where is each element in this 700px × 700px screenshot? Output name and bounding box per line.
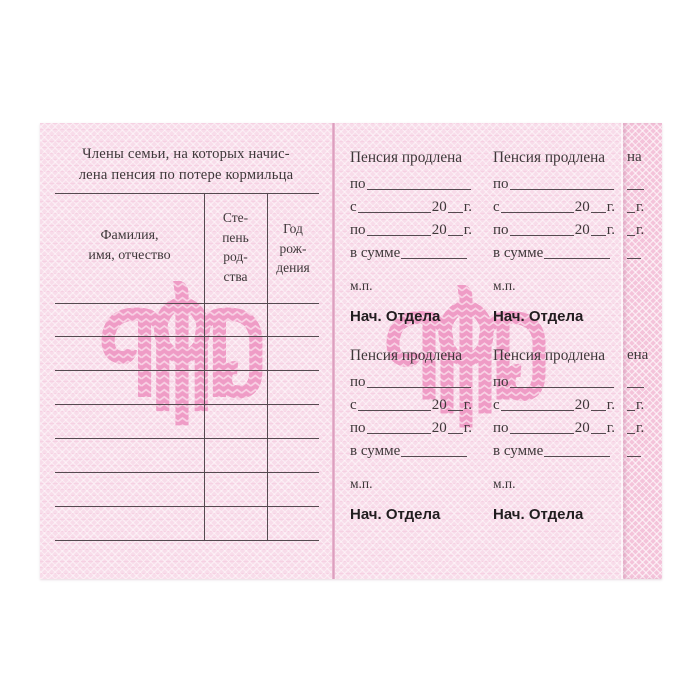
empty-table-row (55, 337, 319, 371)
heading-line-2: лена пенсия по потере кормильца (78, 166, 294, 183)
field-sum: в сумме (350, 239, 472, 262)
field-to-date: по 20 г. (350, 420, 472, 436)
field-sum: в сумме (493, 239, 615, 262)
edge-fragment-group: ена г. г. (627, 346, 658, 460)
blank-line (627, 212, 635, 213)
empty-table-row (55, 405, 319, 439)
empty-table-row (55, 371, 319, 405)
department-head-label: Нач. Отдела (350, 506, 441, 523)
empty-table-row (55, 473, 319, 507)
blank-line (358, 410, 431, 411)
pension-extension-block (493, 346, 615, 526)
blank-line (544, 456, 610, 457)
seal-placeholder: м.п. (350, 476, 373, 491)
blank-line (501, 212, 574, 213)
blank-line (627, 189, 644, 190)
field-to-date: по 20 г. (493, 420, 615, 436)
blank-line (627, 387, 644, 388)
blank-line (358, 212, 431, 213)
field-extended-until: по (493, 368, 615, 391)
block-title: Пенсия продлена (350, 149, 463, 166)
field-to-date: по 20 г. (493, 222, 615, 238)
blank-line (510, 433, 574, 434)
department-head-label: Нач. Отдела (493, 308, 584, 325)
left-page (40, 123, 332, 579)
department-head-label: Нач. Отдела (493, 506, 584, 523)
right-page (335, 123, 623, 579)
pension-extension-block (493, 148, 615, 328)
field-extended-until: по (350, 170, 472, 193)
blank-line (367, 387, 471, 388)
blank-line (510, 189, 614, 190)
blank-line (627, 456, 641, 457)
blank-line (627, 433, 635, 434)
blank-line (627, 410, 635, 411)
field-from-date: с 20 г. (350, 397, 472, 413)
table-body (55, 303, 319, 541)
empty-table-row (55, 439, 319, 473)
blank-line (627, 258, 641, 259)
seal-placeholder: м.п. (350, 278, 373, 293)
blank-line (367, 433, 431, 434)
blank-line (627, 235, 635, 236)
empty-table-row (55, 303, 319, 337)
field-from-date: с 20 г. (350, 199, 472, 215)
field-extended-until: по (493, 170, 615, 193)
column-header-birth-year: Год рож- дения (276, 221, 310, 275)
blank-line (544, 258, 610, 259)
blank-line (591, 410, 606, 411)
blank-line (448, 410, 463, 411)
field-from-date: с 20 г. (493, 199, 615, 215)
heading-line-1: Члены семьи, на которых начис- (82, 146, 290, 162)
underlying-page-edge (623, 123, 662, 579)
blank-line (401, 258, 467, 259)
pension-booklet (40, 123, 662, 579)
field-sum: в сумме (493, 437, 615, 460)
edge-fragment-group: на г. г. (627, 148, 658, 262)
pension-extension-block (350, 346, 472, 526)
column-header-kinship: Сте- пень род- ства (222, 210, 249, 284)
blank-line (591, 433, 606, 434)
blank-line (591, 212, 606, 213)
seal-placeholder: м.п. (493, 278, 516, 293)
blank-line (367, 189, 471, 190)
blank-line (448, 212, 463, 213)
blank-line (401, 456, 467, 457)
seal-placeholder: м.п. (493, 476, 516, 491)
blank-line (448, 433, 463, 434)
field-extended-until: по (350, 368, 472, 391)
blank-line (367, 235, 431, 236)
block-title: Пенсия продлена (493, 149, 606, 166)
family-members-table (55, 193, 319, 540)
blank-line (510, 235, 574, 236)
left-page-heading (40, 144, 332, 185)
pension-extension-block (350, 148, 472, 328)
fragment-text: ена (627, 347, 649, 363)
field-sum: в сумме (350, 437, 472, 460)
department-head-label: Нач. Отдела (350, 308, 441, 325)
fragment-text: на (627, 149, 642, 165)
blank-line (501, 410, 574, 411)
block-title: Пенсия продлена (493, 347, 606, 364)
empty-table-row (55, 507, 319, 541)
field-from-date: с 20 г. (493, 397, 615, 413)
field-to-date: по 20 г. (350, 222, 472, 238)
blank-line (510, 387, 614, 388)
blank-line (448, 235, 463, 236)
column-header-name: Фамилия, имя, отчество (88, 228, 171, 263)
block-title: Пенсия продлена (350, 347, 463, 364)
blank-line (591, 235, 606, 236)
